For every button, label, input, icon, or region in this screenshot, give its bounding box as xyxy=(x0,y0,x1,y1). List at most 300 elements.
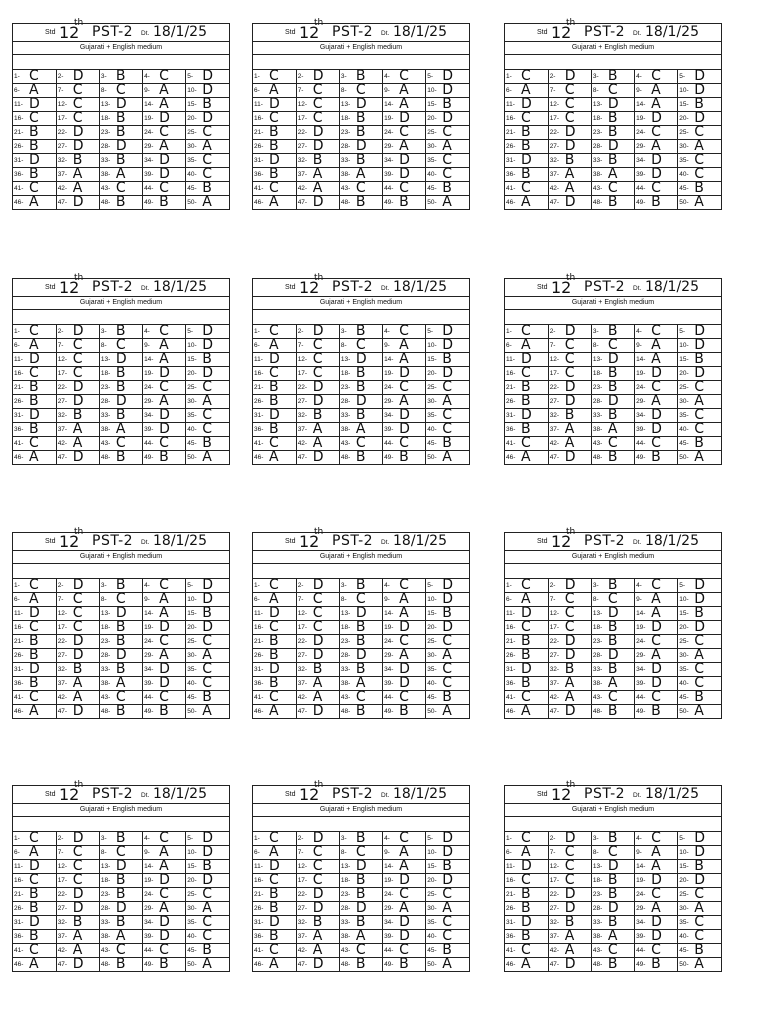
answer-letter: B xyxy=(29,393,39,409)
question-number: 8- xyxy=(340,87,347,94)
answer-letter: D xyxy=(312,124,324,140)
question-number: 43- xyxy=(100,694,111,701)
question-number: 2- xyxy=(549,835,556,842)
question-number: 2- xyxy=(57,328,64,335)
question-number: 3- xyxy=(100,835,107,842)
question-number: 42- xyxy=(297,185,308,192)
answer-letter: D xyxy=(355,138,367,154)
question-number: 47- xyxy=(57,199,68,206)
question-number: 23- xyxy=(592,891,603,898)
answer-letter: C xyxy=(607,591,618,607)
question-number: 30- xyxy=(427,905,437,912)
question-number: 21- xyxy=(254,129,264,136)
answer-letter: D xyxy=(159,421,170,437)
question-number: 30- xyxy=(679,143,689,150)
answer-letter: C xyxy=(564,110,575,126)
question-number: 6- xyxy=(506,849,512,856)
grade-value: 12 xyxy=(59,23,80,42)
question-number: 42- xyxy=(57,185,68,192)
answer-letter: D xyxy=(564,956,576,972)
answer-letter: A xyxy=(694,138,704,154)
question-number: 28- xyxy=(100,143,111,150)
question-number: 36- xyxy=(506,680,516,687)
question-number: 16- xyxy=(506,877,516,884)
answer-letter: C xyxy=(159,68,169,84)
question-number: 13- xyxy=(592,356,603,363)
answer-letter: D xyxy=(159,928,170,944)
question-number: 31- xyxy=(506,666,516,673)
answer-cell xyxy=(56,958,99,972)
std-label: Std xyxy=(45,29,56,36)
answer-key-card xyxy=(12,273,230,465)
answer-letter: D xyxy=(564,379,576,395)
answer-letter: D xyxy=(29,96,40,112)
answer-letter: A xyxy=(159,858,169,874)
answer-letter: D xyxy=(651,365,662,381)
answer-letter: B xyxy=(442,435,452,451)
answer-letter: B xyxy=(312,407,323,423)
question-number: 23- xyxy=(340,129,351,136)
answer-letter: D xyxy=(442,619,454,635)
answer-table xyxy=(13,325,229,464)
question-number: 27- xyxy=(297,398,308,405)
date-label: Dt. xyxy=(381,792,390,799)
question-number: 27- xyxy=(549,398,560,405)
answer-letter: B xyxy=(521,166,531,182)
question-number: 26- xyxy=(14,905,24,912)
question-number: 22- xyxy=(57,129,68,136)
question-number: 24- xyxy=(144,129,154,136)
answer-letter: C xyxy=(399,435,409,451)
answer-letter: B xyxy=(115,577,126,593)
answer-letter: D xyxy=(521,914,532,930)
answer-letter: C xyxy=(202,124,213,140)
answer-letter: A xyxy=(564,928,575,944)
answer-letter: D xyxy=(29,914,40,930)
question-number: 45- xyxy=(427,185,437,192)
answer-letter: D xyxy=(564,633,576,649)
answer-letter: C xyxy=(399,689,409,705)
question-number: 45- xyxy=(679,947,689,954)
question-number: 3- xyxy=(340,73,347,80)
answer-cell xyxy=(635,451,678,465)
question-number: 27- xyxy=(549,905,560,912)
answer-letter: A xyxy=(29,449,39,465)
answer-letter: C xyxy=(29,110,39,126)
answer-letter: C xyxy=(694,886,705,902)
question-number: 9- xyxy=(636,87,642,94)
answer-letter: D xyxy=(564,647,576,663)
question-number: 15- xyxy=(679,101,689,108)
question-number: 12- xyxy=(297,101,308,108)
answer-letter: B xyxy=(115,830,126,846)
answer-letter: C xyxy=(651,180,661,196)
answer-letter: C xyxy=(159,379,169,395)
answer-letter: C xyxy=(115,435,126,451)
answer-letter: B xyxy=(29,886,39,902)
answer-letter: D xyxy=(159,661,170,677)
answer-letter: A xyxy=(72,928,83,944)
question-number: 26- xyxy=(506,143,516,150)
question-number: 34- xyxy=(384,157,394,164)
question-number: 20- xyxy=(427,624,437,631)
question-number: 24- xyxy=(636,638,646,645)
answer-letter: D xyxy=(115,138,127,154)
answer-letter: D xyxy=(399,619,410,635)
question-number: 34- xyxy=(636,412,646,419)
question-number: 37- xyxy=(57,680,68,687)
answer-letter: D xyxy=(72,633,84,649)
answer-cell xyxy=(296,451,339,465)
grade-value: 12 xyxy=(299,532,320,551)
question-number: 37- xyxy=(57,171,68,178)
answer-letter: A xyxy=(399,138,409,154)
question-number: 23- xyxy=(592,384,603,391)
question-number: 25- xyxy=(427,638,437,645)
question-number: 24- xyxy=(144,891,154,898)
answer-letter: A xyxy=(399,82,409,98)
question-number: 17- xyxy=(297,877,308,884)
answer-letter: A xyxy=(72,942,83,958)
std-label: Std xyxy=(285,538,296,545)
question-number: 11- xyxy=(254,101,263,108)
question-number: 44- xyxy=(384,694,394,701)
answer-letter: D xyxy=(202,110,214,126)
answer-letter: A xyxy=(159,900,169,916)
question-number: 15- xyxy=(679,610,689,617)
question-number: 26- xyxy=(254,905,264,912)
question-number: 38- xyxy=(592,933,603,940)
answer-letter: D xyxy=(651,421,662,437)
answer-letter: A xyxy=(651,393,661,409)
question-number: 45- xyxy=(679,185,689,192)
answer-row xyxy=(13,196,229,210)
question-number: 30- xyxy=(679,652,689,659)
answer-letter: A xyxy=(202,194,212,210)
answer-letter: B xyxy=(694,96,704,112)
answer-letter: A xyxy=(29,703,39,719)
answer-letter: D xyxy=(115,351,127,367)
question-number: 47- xyxy=(297,961,308,968)
question-number: 4- xyxy=(144,835,150,842)
test-name: PST-2 xyxy=(584,24,626,40)
answer-letter: B xyxy=(442,858,452,874)
answer-letter: B xyxy=(694,942,704,958)
answer-letter: C xyxy=(399,180,409,196)
answer-letter: D xyxy=(564,68,576,84)
answer-letter: D xyxy=(651,872,662,888)
answer-letter: D xyxy=(312,449,324,465)
question-number: 11- xyxy=(14,356,23,363)
answer-letter: A xyxy=(355,675,366,691)
question-number: 6- xyxy=(506,342,512,349)
question-number: 19- xyxy=(636,877,646,884)
question-number: 11- xyxy=(254,356,263,363)
question-number: 44- xyxy=(636,694,646,701)
question-number: 20- xyxy=(427,877,437,884)
answer-letter: B xyxy=(355,633,366,649)
answer-letter: B xyxy=(607,407,618,423)
answer-cell xyxy=(548,705,591,719)
question-number: 4- xyxy=(636,328,642,335)
answer-row xyxy=(13,705,229,719)
question-number: 15- xyxy=(187,101,197,108)
answer-letter: C xyxy=(202,675,213,691)
question-number: 46- xyxy=(506,454,516,461)
question-number: 44- xyxy=(144,440,154,447)
grade-suffix: th xyxy=(566,527,576,537)
question-number: 11- xyxy=(506,356,515,363)
question-number: 30- xyxy=(427,652,437,659)
question-number: 10- xyxy=(679,849,689,856)
question-number: 36- xyxy=(14,171,24,178)
answer-letter: D xyxy=(694,844,706,860)
question-number: 15- xyxy=(679,356,689,363)
answer-cell xyxy=(426,958,469,972)
answer-letter: C xyxy=(202,166,213,182)
answer-letter: A xyxy=(312,180,323,196)
question-number: 24- xyxy=(384,891,394,898)
question-number: 43- xyxy=(100,185,111,192)
question-number: 42- xyxy=(297,947,308,954)
answer-letter: D xyxy=(564,138,576,154)
answer-letter: D xyxy=(399,421,410,437)
answer-row xyxy=(505,451,721,465)
question-number: 4- xyxy=(144,328,150,335)
answer-letter: B xyxy=(202,858,212,874)
grade-suffix: th xyxy=(74,780,84,790)
question-number: 49- xyxy=(144,961,154,968)
answer-letter: B xyxy=(399,703,409,719)
question-number: 25- xyxy=(187,891,197,898)
grade-value: 12 xyxy=(551,23,572,42)
question-number: 19- xyxy=(384,370,394,377)
answer-letter: B xyxy=(521,675,531,691)
question-number: 33- xyxy=(592,157,603,164)
answer-cell xyxy=(339,958,382,972)
date-label: Dt. xyxy=(141,285,150,292)
question-number: 5- xyxy=(427,73,434,80)
answer-letter: C xyxy=(564,591,575,607)
date-label: Dt. xyxy=(381,285,390,292)
answer-letter: D xyxy=(442,577,454,593)
answer-letter: B xyxy=(651,703,661,719)
question-number: 46- xyxy=(506,961,516,968)
answer-letter: C xyxy=(72,605,83,621)
test-name: PST-2 xyxy=(584,279,626,295)
question-number: 32- xyxy=(297,157,308,164)
answer-cell xyxy=(56,705,99,719)
question-number: 17- xyxy=(57,624,68,631)
question-number: 50- xyxy=(679,454,689,461)
question-number: 10- xyxy=(679,87,689,94)
question-number: 26- xyxy=(14,143,24,150)
answer-letter: B xyxy=(355,956,366,972)
question-number: 36- xyxy=(14,426,24,433)
question-number: 6- xyxy=(254,849,260,856)
answer-letter: C xyxy=(355,942,366,958)
card-header xyxy=(505,780,721,804)
answer-letter: C xyxy=(202,407,213,423)
question-number: 17- xyxy=(297,115,308,122)
question-number: 28- xyxy=(592,905,603,912)
question-number: 4- xyxy=(384,73,390,80)
answer-letter: C xyxy=(159,180,169,196)
answer-letter: B xyxy=(607,68,618,84)
answer-letter: A xyxy=(159,647,169,663)
medium-label: Gujarati + English medium xyxy=(253,551,469,564)
date-value: 18/1/25 xyxy=(645,786,699,802)
answer-letter: C xyxy=(651,577,661,593)
answer-letter: C xyxy=(399,942,409,958)
date-value: 18/1/25 xyxy=(393,24,447,40)
answer-letter: C xyxy=(29,435,39,451)
answer-letter: D xyxy=(312,830,324,846)
question-number: 4- xyxy=(636,835,642,842)
answer-letter: D xyxy=(399,872,410,888)
question-number: 35- xyxy=(427,157,437,164)
question-number: 37- xyxy=(549,171,560,178)
answer-letter: D xyxy=(29,152,40,168)
answer-letter: C xyxy=(312,858,323,874)
answer-letter: C xyxy=(564,872,575,888)
answer-letter: B xyxy=(115,619,126,635)
answer-letter: B xyxy=(159,703,169,719)
question-number: 1- xyxy=(506,328,512,335)
question-number: 14- xyxy=(636,610,646,617)
answer-letter: A xyxy=(399,393,409,409)
answer-letter: D xyxy=(115,605,127,621)
question-number: 22- xyxy=(297,638,308,645)
question-number: 30- xyxy=(187,143,197,150)
grade-suffix: th xyxy=(74,18,84,28)
question-number: 17- xyxy=(57,115,68,122)
answer-letter: B xyxy=(355,407,366,423)
answer-letter: B xyxy=(269,928,279,944)
question-number: 41- xyxy=(14,185,24,192)
answer-letter: B xyxy=(521,421,531,437)
answer-letter: A xyxy=(442,647,452,663)
answer-letter: A xyxy=(399,844,409,860)
question-number: 14- xyxy=(384,356,394,363)
question-number: 8- xyxy=(100,342,107,349)
answer-letter: B xyxy=(607,110,618,126)
answer-letter: B xyxy=(607,323,618,339)
answer-letter: C xyxy=(312,844,323,860)
answer-letter: B xyxy=(115,68,126,84)
answer-letter: D xyxy=(312,323,324,339)
answer-letter: C xyxy=(312,351,323,367)
question-number: 9- xyxy=(384,87,390,94)
answer-letter: D xyxy=(355,900,367,916)
answer-letter: D xyxy=(202,844,214,860)
answer-letter: D xyxy=(159,619,170,635)
answer-letter: D xyxy=(72,900,84,916)
question-number: 1- xyxy=(14,73,20,80)
answer-letter: C xyxy=(269,872,279,888)
answer-letter: A xyxy=(159,844,169,860)
question-number: 24- xyxy=(384,638,394,645)
answer-table xyxy=(13,832,229,971)
answer-letter: B xyxy=(202,180,212,196)
answer-letter: D xyxy=(564,577,576,593)
answer-letter: B xyxy=(521,138,531,154)
answer-letter: B xyxy=(399,449,409,465)
question-number: 29- xyxy=(144,398,154,405)
question-number: 35- xyxy=(187,412,197,419)
question-number: 46- xyxy=(254,199,264,206)
question-number: 36- xyxy=(254,426,264,433)
question-number: 36- xyxy=(254,933,264,940)
question-number: 38- xyxy=(100,171,111,178)
answer-cell xyxy=(678,705,721,719)
question-number: 42- xyxy=(549,185,560,192)
question-number: 48- xyxy=(592,961,603,968)
answer-letter: C xyxy=(269,110,279,126)
answer-letter: D xyxy=(312,577,324,593)
answer-letter: D xyxy=(269,152,280,168)
question-number: 33- xyxy=(100,412,111,419)
question-number: 2- xyxy=(57,582,64,589)
question-number: 12- xyxy=(57,101,68,108)
answer-letter: D xyxy=(355,858,367,874)
grade-suffix: th xyxy=(314,780,324,790)
answer-letter: A xyxy=(159,393,169,409)
question-number: 49- xyxy=(384,708,394,715)
answer-table xyxy=(13,70,229,209)
answer-letter: A xyxy=(521,337,531,353)
question-number: 3- xyxy=(340,328,347,335)
answer-letter: C xyxy=(269,830,279,846)
answer-cell xyxy=(426,705,469,719)
answer-letter: A xyxy=(607,675,618,691)
answer-letter: C xyxy=(355,591,366,607)
answer-letter: C xyxy=(564,96,575,112)
question-number: 33- xyxy=(100,919,111,926)
answer-letter: D xyxy=(564,703,576,719)
answer-letter: C xyxy=(72,96,83,112)
card-header xyxy=(13,780,229,804)
answer-letter: D xyxy=(442,323,454,339)
answer-letter: A xyxy=(521,591,531,607)
answer-letter: C xyxy=(355,689,366,705)
answer-letter: C xyxy=(29,68,39,84)
answer-letter: B xyxy=(159,449,169,465)
question-number: 7- xyxy=(297,849,304,856)
answer-letter: A xyxy=(202,647,212,663)
answer-letter: C xyxy=(269,435,279,451)
question-number: 3- xyxy=(592,328,599,335)
answer-letter: D xyxy=(269,407,280,423)
question-number: 41- xyxy=(254,694,264,701)
answer-letter: A xyxy=(72,166,83,182)
answer-letter: C xyxy=(399,830,409,846)
question-number: 17- xyxy=(57,877,68,884)
answer-letter: B xyxy=(694,858,704,874)
question-number: 20- xyxy=(427,370,437,377)
question-number: 50- xyxy=(187,454,197,461)
answer-letter: C xyxy=(399,577,409,593)
answer-table xyxy=(13,579,229,718)
question-number: 43- xyxy=(592,440,603,447)
question-number: 43- xyxy=(100,947,111,954)
question-number: 35- xyxy=(427,666,437,673)
question-number: 33- xyxy=(340,157,351,164)
answer-letter: A xyxy=(521,194,531,210)
answer-letter: C xyxy=(651,886,661,902)
question-number: 33- xyxy=(100,666,111,673)
answer-letter: D xyxy=(115,393,127,409)
